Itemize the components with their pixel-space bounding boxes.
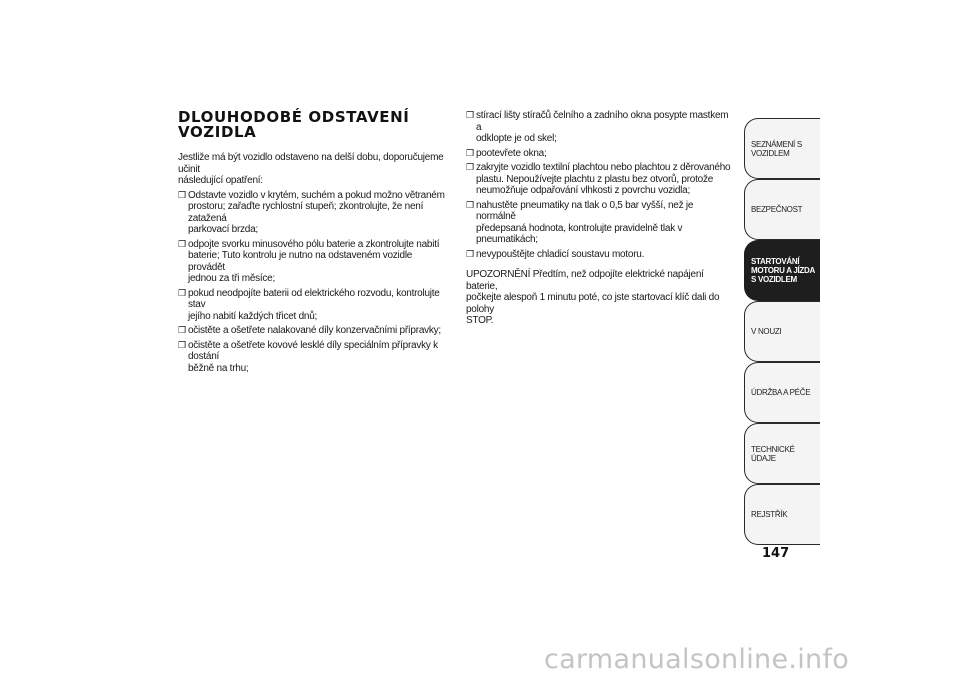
chapter-tab-label: REJSTŘÍK [751, 510, 788, 519]
intro-paragraph: Jestliže má být vozidlo odstaveno na delší dobu, doporučujeme učinit následující opatření: [178, 152, 444, 186]
list-item [178, 288, 448, 323]
list-item-line: prostoru; zařaďte rychlostní stupeň; zkontrolujte, že není zatažená [188, 201, 424, 224]
list-item-line: plastu. Nepoužívejte plachtu z plastu bez otvorů, protože [476, 173, 714, 185]
list-item-line: očistěte a ošetřete kovové lesklé díly speciálním přípravky k dostání [188, 339, 438, 362]
list-item-line: předepsaná hodnota, kontrolujte pravidelně tlak v pneumatikách; [476, 222, 683, 245]
checkbox-bullet-icon: ❒ [178, 189, 186, 200]
list-item-line: parkovací brzda; [188, 224, 258, 235]
list-item-line: jednou za tři měsíce; [188, 273, 276, 284]
checkbox-bullet-icon: ❒ [178, 339, 186, 350]
chapter-tab[interactable] [744, 118, 820, 179]
list-item-line: Odstavte vozidlo v krytém, suchém a pokud možno větraném [188, 189, 445, 201]
right-column [466, 110, 732, 327]
list-item-line: baterie; Tuto kontrolu je nutno na odstaveném vozidle provádět [188, 250, 413, 273]
warning-note: UPOZORNĚNÍ Předtím, než odpojíte elektrické napájení baterie, počkejte alespoň 1 minutu poté, co jste startovací klíč dali do polohy STOP. [466, 269, 720, 326]
chapter-tab[interactable] [744, 240, 820, 301]
chapter-tab[interactable] [744, 362, 820, 423]
list-item-line: nevypouštějte chladicí soustavu motoru. [476, 248, 645, 260]
watermark: carmanualsonline.info [544, 644, 850, 675]
list-item-line: odklopte je od skel; [476, 133, 557, 144]
chapter-tab-label: V NOUZI [751, 327, 782, 336]
list-item [178, 325, 448, 337]
list-item-line: jejího nabití každých třicet dnů; [188, 310, 318, 322]
list-item-line: zakryjte vozidlo textilní plachtou nebo plachtou z děrovaného [476, 162, 731, 173]
chapter-tab-label: ÚDRŽBA A PÉČE [751, 388, 811, 397]
checkbox-bullet-icon: ❒ [466, 147, 474, 158]
checkbox-bullet-icon: ❒ [178, 325, 186, 335]
list-item-line: stírací lišty stíračů čelního a zadního okna posypte mastkem a [476, 110, 729, 133]
checkbox-bullet-icon: ❒ [466, 199, 474, 210]
chapter-tab-label: BEZPEČNOST [751, 205, 803, 214]
list-item [466, 200, 732, 246]
left-column [178, 110, 448, 377]
list-item-line: běžně na trhu; [188, 362, 249, 374]
list-item [466, 110, 732, 145]
checkbox-bullet-icon: ❒ [466, 248, 474, 259]
chapter-tabs [744, 118, 820, 545]
list-item [466, 162, 732, 197]
list-item-line: odpojte svorku minusového pólu baterie a zkontrolujte nabití [188, 238, 440, 250]
list-item-line: nahustěte pneumatiky na tlak o 0,5 bar vyšší, než je normálně [476, 199, 694, 222]
chapter-tab[interactable] [744, 179, 820, 240]
chapter-tab[interactable] [744, 301, 820, 362]
list-item [466, 249, 732, 261]
checkbox-bullet-icon: ❒ [178, 238, 186, 249]
list-item-line: neumožňuje odpařování vlhkosti z povrchu vozidla; [476, 185, 690, 196]
section-heading: DLOUHODOBÉ ODSTAVENÍ VOZIDLA [178, 108, 410, 141]
list-item [466, 148, 732, 160]
list-item-line: pokud neodpojíte baterii od elektrického rozvodu, kontrolujte stav [188, 287, 440, 310]
list-item [178, 239, 448, 285]
checkbox-bullet-icon: ❒ [466, 110, 474, 120]
list-item [178, 190, 448, 236]
left-list [178, 190, 448, 375]
list-item-line: očistěte a ošetřete nalakované díly konzervačními přípravky; [188, 325, 441, 336]
chapter-tab[interactable] [744, 484, 820, 545]
checkbox-bullet-icon: ❒ [466, 162, 474, 172]
checkbox-bullet-icon: ❒ [178, 287, 186, 298]
page-number: 147 [762, 546, 790, 561]
chapter-tab-label: STARTOVÁNÍ MOTORU A JÍZDA S VOZIDLEM [751, 257, 815, 284]
chapter-tab-label: SEZNÁMENÍ S VOZIDLEM [751, 139, 802, 158]
list-item [178, 340, 448, 375]
list-item-line: pootevřete okna; [476, 147, 547, 159]
chapter-tab-label: TECHNICKÉ ÚDAJE [751, 444, 795, 463]
right-list [466, 110, 732, 260]
chapter-tab[interactable] [744, 423, 820, 484]
